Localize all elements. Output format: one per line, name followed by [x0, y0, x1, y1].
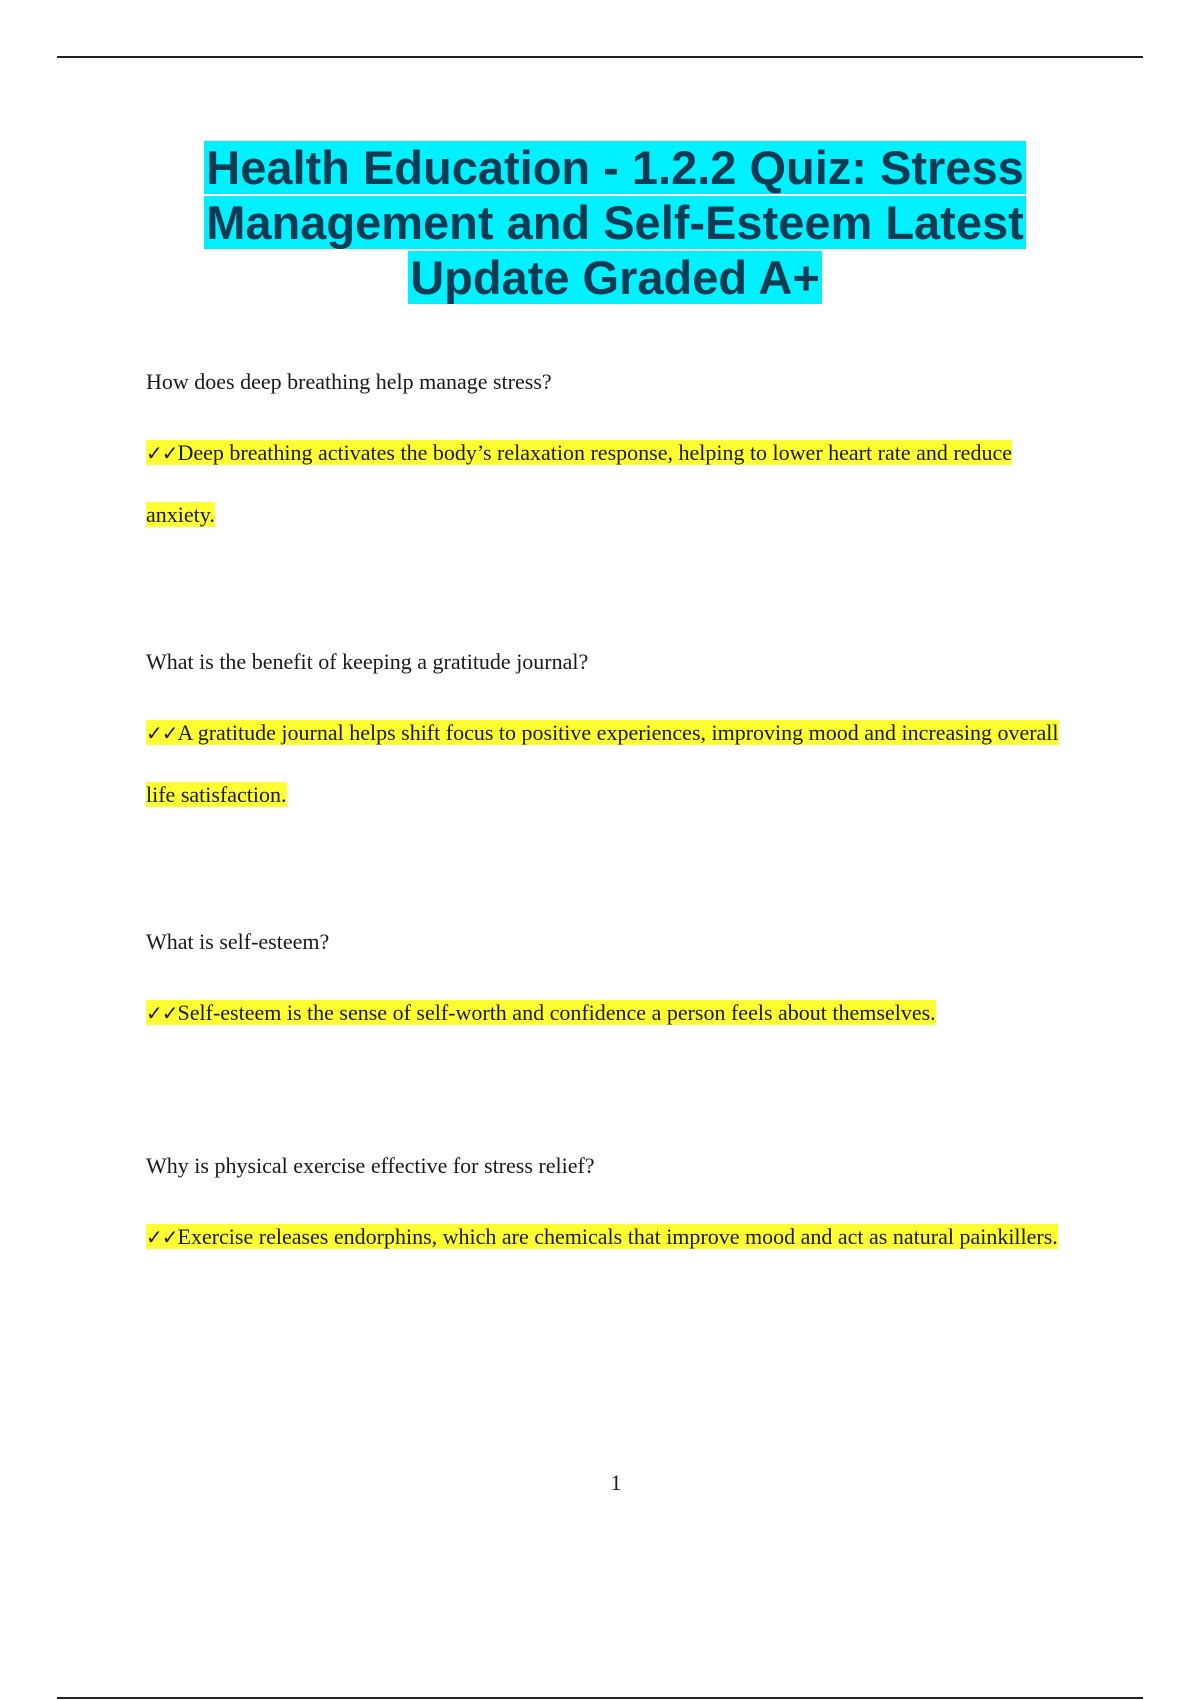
qa-item	[146, 368, 1086, 545]
answer-text	[146, 422, 1086, 545]
question-text: What is self-esteem?	[146, 929, 330, 954]
check-icon: ✓✓	[146, 1225, 178, 1249]
answer-text	[146, 982, 1086, 1044]
document-title	[150, 140, 1080, 305]
qa-item	[146, 648, 1086, 825]
answer-body: Exercise releases endorphins, which are chemicals that improve mood and act as natural painkillers.	[177, 1224, 1058, 1249]
qa-item	[146, 928, 1086, 1044]
check-icon: ✓✓	[146, 721, 178, 745]
answer-text	[146, 702, 1086, 825]
footer-rule	[57, 1697, 1143, 1699]
page-number: 1	[610, 1470, 622, 1495]
check-icon: ✓✓	[146, 441, 178, 465]
answer-body: Deep breathing activates the body’s relaxation response, helping to lower heart rate and reduce anxiety.	[146, 440, 1012, 527]
qa-item	[146, 1152, 1086, 1268]
question-text: What is the benefit of keeping a gratitude journal?	[146, 649, 589, 674]
question-text: How does deep breathing help manage stress?	[146, 369, 552, 394]
header-rule	[57, 56, 1143, 58]
document-title-text: Health Education - 1.2.2 Quiz: Stress Management and Self-Esteem Latest Update Graded A+	[206, 141, 1024, 304]
answer-text	[146, 1206, 1086, 1268]
check-icon: ✓✓	[146, 1001, 178, 1025]
question-text: Why is physical exercise effective for stress relief?	[146, 1153, 595, 1178]
answer-body: A gratitude journal helps shift focus to positive experiences, improving mood and increasing overall life satisfaction.	[146, 720, 1059, 807]
answer-body: Self-esteem is the sense of self-worth and confidence a person feels about themselves.	[177, 1000, 936, 1025]
